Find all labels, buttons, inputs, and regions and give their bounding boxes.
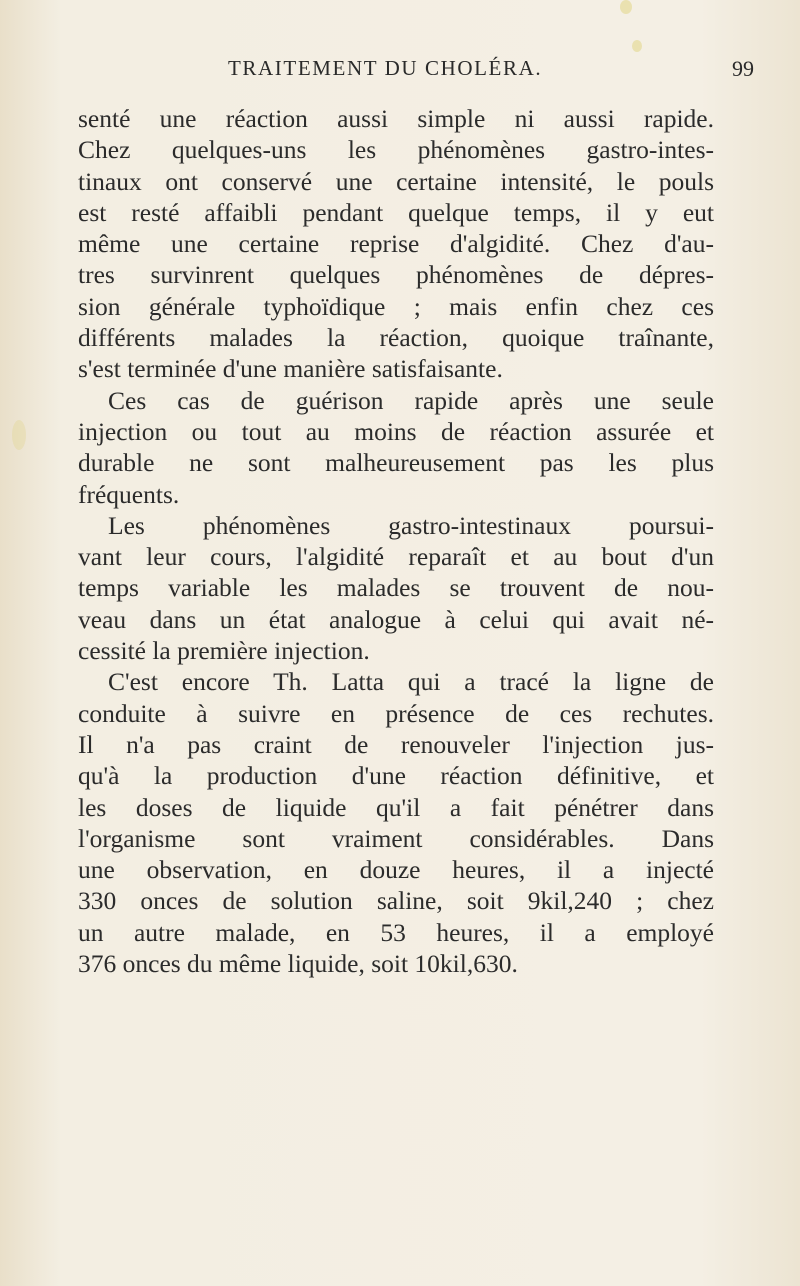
text-line: 330 onces de solution saline, soit 9kil,240 ; chez <box>78 886 714 916</box>
text-line: différents malades la réaction, quoique traînante, <box>78 323 714 353</box>
text-line: un autre malade, en 53 heures, il a employé <box>78 917 714 947</box>
text-line: vant leur cours, l'algidité reparaît et au bout d'un <box>78 542 714 572</box>
paper-stain <box>632 40 642 52</box>
text-line: durable ne sont malheureusement pas les plus <box>78 448 714 478</box>
text-line: l'organisme sont vraiment considérables. Dans <box>78 823 714 853</box>
text-line: une observation, en douze heures, il a injecté <box>78 855 714 885</box>
text-line: veau dans un état analogue à celui qui avait né- <box>78 604 714 634</box>
running-title: TRAITEMENT DU CHOLÉRA. <box>228 56 543 80</box>
page-number: 99 <box>732 56 754 81</box>
text-line: C'est encore Th. Latta qui a tracé la ligne de <box>108 667 714 697</box>
text-line: tres survinrent quelques phénomènes de dépres- <box>78 260 714 290</box>
text-line: senté une réaction aussi simple ni aussi rapide. <box>78 104 714 133</box>
text-line: tinaux ont conservé une certaine intensité, le pouls <box>78 166 714 196</box>
text-line: injection ou tout au moins de réaction assurée et <box>78 416 714 446</box>
text-line: Chez quelques-uns les phénomènes gastro-intes- <box>78 135 714 165</box>
text-line: Les phénomènes gastro-intestinaux poursui- <box>108 510 714 540</box>
text-line: Ces cas de guérison rapide après une seule <box>108 385 714 415</box>
text-line: cessité la première injection. <box>78 636 370 666</box>
body-text <box>78 103 714 979</box>
text-line: s'est terminée d'une manière satisfaisante. <box>78 354 503 384</box>
text-line: 376 onces du même liquide, soit 10kil,630. <box>78 949 518 979</box>
paper-stain <box>12 420 26 450</box>
text-line: est resté affaibli pendant quelque temps, il y eut <box>78 197 714 227</box>
text-line: Il n'a pas craint de renouveler l'injection jus- <box>78 729 714 759</box>
text-line: qu'à la production d'une réaction définitive, et <box>78 761 714 791</box>
text-line: conduite à suivre en présence de ces rechutes. <box>78 698 714 728</box>
text-line: sion générale typhoïdique ; mais enfin chez ces <box>78 291 714 321</box>
page-header <box>0 56 800 86</box>
text-line: les doses de liquide qu'il a fait pénétrer dans <box>78 792 714 822</box>
text-line: fréquents. <box>78 479 180 509</box>
text-line: temps variable les malades se trouvent de nou- <box>78 573 714 603</box>
text-line: même une certaine reprise d'algidité. Chez d'au- <box>78 229 714 259</box>
paper-stain <box>620 0 632 14</box>
